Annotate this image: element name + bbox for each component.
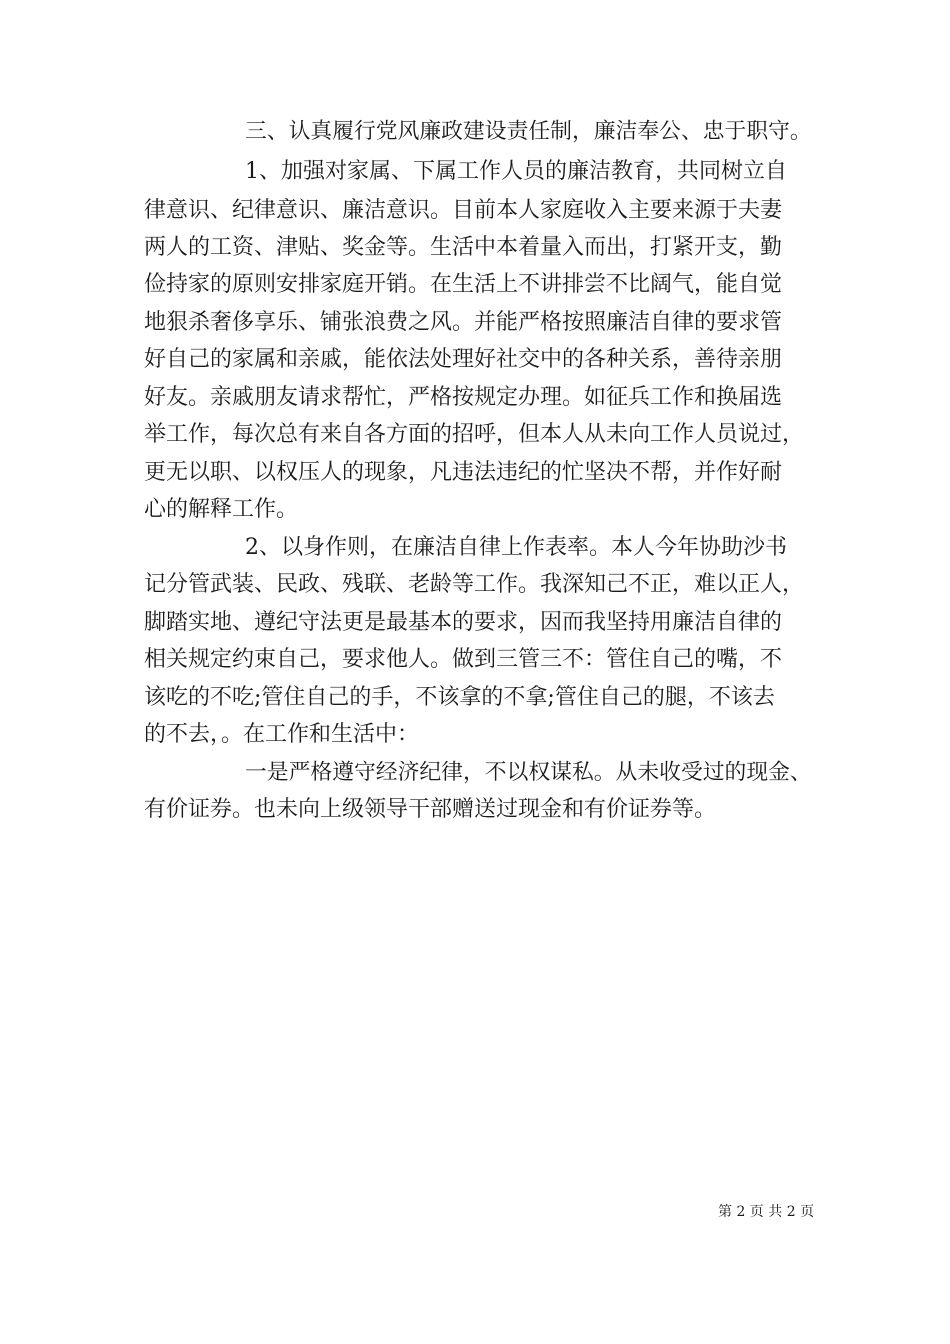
text-line: 该吃的不吃;管住自己的手，不该拿的不拿;管住自己的腿，不该去 <box>144 685 775 710</box>
text-line: 心的解释工作。 <box>144 497 299 522</box>
text-line: 有价证券。也未向上级领导干部赠送过现金和有价证券等。 <box>144 797 717 822</box>
text-line: 一是严格遵守经济纪律，不以权谋私。从未收受过的现金、 <box>245 760 812 785</box>
text-line: 俭持家的原则安排家庭开销。在生活上不讲排尝不比阔气，能自觉 <box>144 272 783 297</box>
text-line: 三、认真履行党风廉政建设责任制，廉洁奉公、忠于职守。 <box>245 119 812 144</box>
text-line: 脚踏实地、遵纪守法更是最基本的要求，因而我坚持用廉洁自律的 <box>144 610 783 635</box>
text-line: 相关规定约束自己，要求他人。做到三管三不：管住自己的嘴，不 <box>144 647 783 672</box>
text-line: 2、以身作则，在廉洁自律上作表率。本人今年协助沙书 <box>245 535 787 560</box>
text-line: 律意识、纪律意识、廉洁意识。目前本人家庭收入主要来源于夫妻 <box>144 198 783 223</box>
text-line: 两人的工资、津贴、奖金等。生活中本着量入而出，打紧开支，勤 <box>144 235 783 260</box>
text-line: 更无以职、以权压人的现象，凡违法违纪的忙坚决不帮，并作好耐 <box>144 460 783 485</box>
text-line: 好友。亲戚朋友请求帮忙，严格按规定办理。如征兵工作和换届选 <box>144 385 783 410</box>
text-line: 好自己的家属和亲戚，能依法处理好社交中的各种关系，善待亲朋 <box>144 347 783 372</box>
page-number: 第 2 页 共 2 页 <box>718 1204 815 1220</box>
text-line: 1、加强对家属、下属工作人员的廉洁教育，共同树立自 <box>245 159 787 184</box>
text-line: 地狠杀奢侈享乐、铺张浪费之风。并能严格按照廉洁自律的要求管 <box>144 310 783 335</box>
text-line: 举工作，每次总有来自各方面的招呼，但本人从未向工作人员说过， <box>144 422 805 447</box>
text-line: 的不去，。在工作和生活中： <box>144 722 420 747</box>
text-line: 记分管武装、民政、残联、老龄等工作。我深知己不正，难以正人， <box>144 572 805 597</box>
